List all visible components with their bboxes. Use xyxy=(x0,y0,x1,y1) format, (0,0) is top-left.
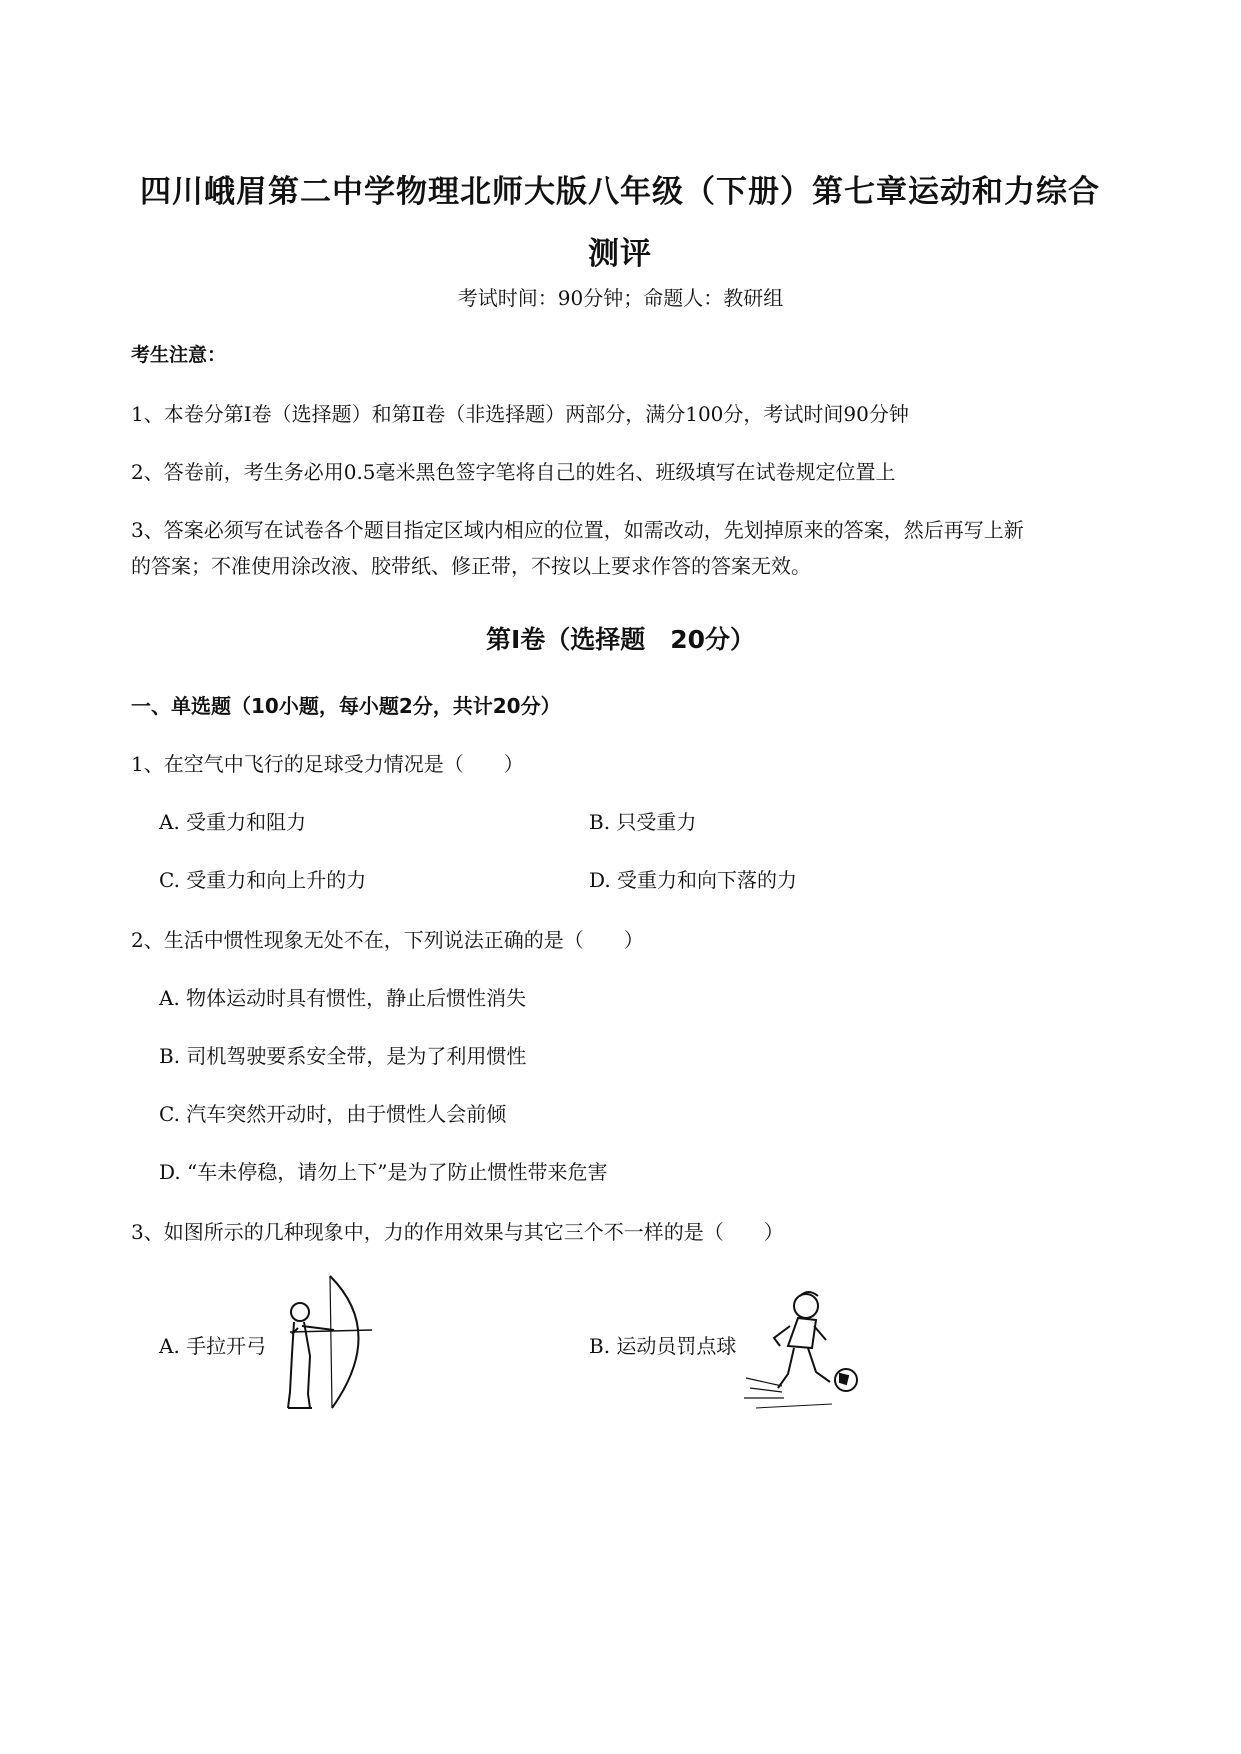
question-3-stem: 3、如图所示的几种现象中，力的作用效果与其它三个不一样的是（ ） xyxy=(131,1220,784,1244)
question-2-option-b: B. 司机驾驶要系安全带，是为了利用惯性 xyxy=(159,1044,527,1068)
question-3-option-b: B. 运动员罚点球 xyxy=(589,1334,737,1358)
exam-subtitle: 考试时间：90分钟；命题人：教研组 xyxy=(457,286,784,310)
archer-drawing-bow-image xyxy=(268,1272,378,1412)
question-1-option-d: D. 受重力和向下落的力 xyxy=(589,868,798,892)
exam-title-line2: 测评 xyxy=(588,236,652,272)
notice-heading: 考生注意： xyxy=(131,344,227,366)
question-1-option-a: A. 受重力和阻力 xyxy=(159,810,307,834)
notice-item-2: 2、答卷前，考生务必用0.5毫米黑色签字笔将自己的姓名、班级填写在试卷规定位置上 xyxy=(131,460,896,484)
part-heading: 一、单选题（10小题，每小题2分，共计20分） xyxy=(131,694,561,718)
question-2-option-c: C. 汽车突然开动时，由于惯性人会前倾 xyxy=(159,1102,507,1126)
question-3-option-a: A. 手拉开弓 xyxy=(159,1334,267,1358)
exam-title-line1: 四川峨眉第二中学物理北师大版八年级（下册）第七章运动和力综合 xyxy=(140,174,1100,210)
question-2-stem: 2、生活中惯性现象无处不在，下列说法正确的是（ ） xyxy=(131,928,644,952)
player-kicking-ball-image xyxy=(742,1282,866,1412)
section-title: 第Ⅰ卷（选择题 20分） xyxy=(485,625,756,654)
notice-item-3-line2: 的答案；不准使用涂改液、胶带纸、修正带，不按以上要求作答的答案无效。 xyxy=(131,554,811,578)
question-1-option-b: B. 只受重力 xyxy=(589,810,697,834)
notice-item-3-line1: 3、答案必须写在试卷各个题目指定区域内相应的位置，如需改动，先划掉原来的答案，然后再写上新 xyxy=(131,518,1024,542)
question-1-option-c: C. 受重力和向上升的力 xyxy=(159,868,367,892)
question-2-option-d: D. “车未停稳，请勿上下”是为了防止惯性带来危害 xyxy=(159,1160,608,1184)
question-1-stem: 1、在空气中飞行的足球受力情况是（ ） xyxy=(131,752,524,776)
notice-item-1: 1、本卷分第Ⅰ卷（选择题）和第Ⅱ卷（非选择题）两部分，满分100分，考试时间90分钟 xyxy=(131,402,909,426)
question-2-option-a: A. 物体运动时具有惯性，静止后惯性消失 xyxy=(159,986,527,1010)
